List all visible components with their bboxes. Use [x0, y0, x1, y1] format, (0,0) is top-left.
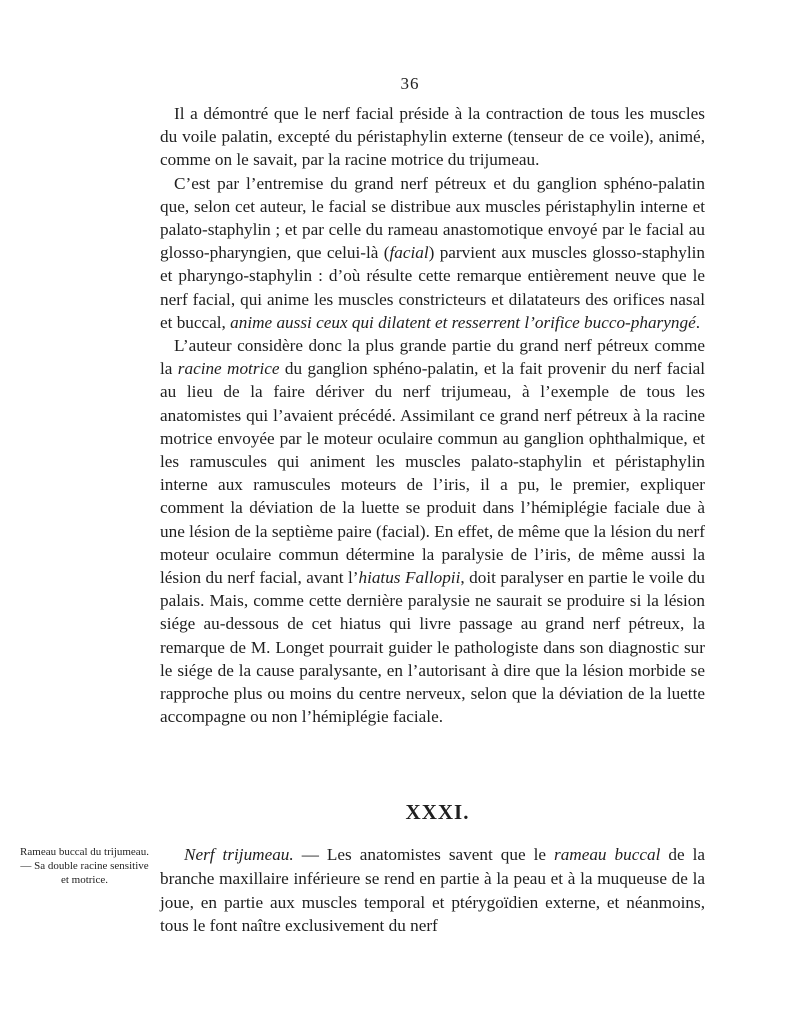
italic-text-segment: anime aussi ceux qui dilatent et resserrent l’orifice bucco-pharyngé — [230, 312, 696, 332]
text-segment: — Les anatomistes savent que le — [293, 845, 555, 864]
paragraph — [160, 334, 705, 728]
text-segment: de la branche maxillaire inférieure se rend en partie à la peau et à la muqueuse de la joue, en partie aux muscles temporal et ptérygoïdien externe, et néanmoins, tous le font naître exclusivement du nerf — [160, 845, 705, 936]
body-text — [160, 102, 705, 728]
text-segment: C’est par l’entremise du grand nerf pétreux et du ganglion sphéno-palatin que, selon cet auteur, le facial se distribue aux muscles péristaphylin interne et palato-staphylin ; et par celle du rameau anastomotique envoyé par le facial au glosso-pharyngien, que celui-là ( — [160, 173, 705, 263]
paragraph — [160, 102, 705, 172]
text-segment: L’auteur considère donc la plus grande partie du grand nerf pétreux comme la — [160, 336, 705, 379]
page-number: 36 — [400, 74, 420, 93]
italic-text-segment: hiatus Fallopii — [358, 568, 461, 588]
italic-text-segment: racine motrice — [177, 359, 280, 379]
italic-text-segment: Nerf trijumeau. — [184, 845, 294, 864]
section-text — [160, 843, 705, 938]
margin-note: Rameau buccal du trijumeau. — Sa double racine sensitive et motrice. — [20, 846, 149, 886]
paragraph — [160, 172, 705, 334]
italic-text-segment: rameau buccal — [554, 845, 661, 864]
text-segment: Il a démontré que le nerf facial préside à la contraction de tous les muscles du voile palatin, excepté du péristaphylin externe (tenseur de ce voile), animé, comme on le savait, par la racine motrice du trijumeau. — [160, 104, 705, 170]
section-heading: XXXI. — [405, 800, 470, 824]
text-segment: du ganglion sphéno-palatin, et la fait provenir du nerf facial au lieu de la faire dériver du nerf trijumeau, à l’exemple de tous les anatomistes qui l’avaient précédé. Assimilant ce grand nerf pétreux à la racine motrice envoyée par le moteur oculaire commun au ganglion ophthalmique, et les ramuscules qui animent les muscles palato-staphylin et péristaphylin interne aux ramuscules moteurs de l’iris, il a pu, le premier, expliquer comment la déviation de la luette se produit dans l’hémiplégie faciale due à une lésion de la septième paire (facial). En effet, de même que la lésion du nerf moteur oculaire commun détermine la paralysie de l’iris, de même aussi la lésion du nerf facial, avant l’ — [160, 359, 705, 588]
text-segment: ) parvient aux muscles glosso-staphylin et pharyngo-staphylin : d’où résulte cette remarque entièrement neuve que le nerf facial, qui anime les muscles constricteurs et dilatateurs des orifices nasal et buccal, — [160, 243, 705, 332]
paragraph — [160, 843, 705, 938]
text-segment: . — [695, 312, 700, 332]
text-segment: , doit paralyser en partie le voile du palais. Mais, comme cette dernière paralysie ne saurait se produire si la lésion siége au-dessous de cet hiatus qui livre passage au grand nerf pétreux, la remarque de M. Longet pourrait guider le pathologiste dans son diagnostic sur le siége de la cause paralysante, en l’autorisant à dire que la lésion morbide se rapproche plus ou moins du centre nerveux, selon que la déviation de la luette accompagne ou non l’hémiplégie faciale. — [160, 568, 706, 727]
italic-text-segment: facial — [389, 243, 429, 263]
